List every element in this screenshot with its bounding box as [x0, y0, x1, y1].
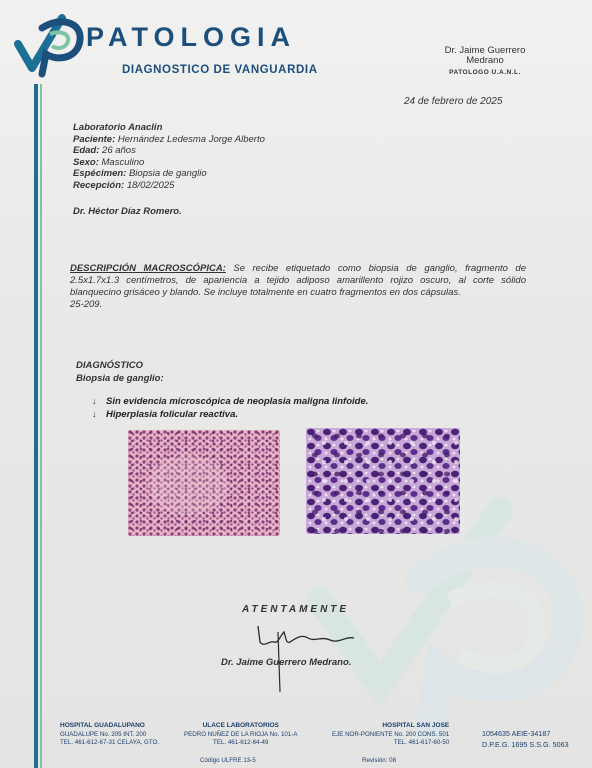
diagnosis-item-2: Hiperplasia folicular reactiva.: [106, 409, 239, 420]
arrow-down-bullet-icon: ↓: [92, 396, 97, 406]
footer-col1-address: GUADALUPE No. 205 INT. 200: [60, 730, 147, 738]
doctor-title: PATOLOGO U.A.N.L.: [449, 69, 521, 76]
age-row: [73, 145, 265, 157]
macro-label: DESCRIPCIÓN MACROSCÓPICA:: [70, 263, 226, 274]
brand-name: PATOLOGIA: [86, 22, 297, 52]
handwritten-signature: [240, 612, 370, 696]
brand-subtitle: DIAGNOSTICO DE VANGUARDIA: [122, 64, 318, 76]
footer-registration-line1: 1054635 AEIE-34187: [482, 729, 551, 738]
closing-text: ATENTAMENTE: [242, 604, 350, 615]
micrograph-low-power: [128, 430, 280, 536]
diagnosis-subtitle: Biopsia de ganglio:: [76, 373, 164, 384]
footer-col3-address: EJE NOR-PONIENTE No. 200 CONS. 501: [332, 730, 450, 738]
footer-col2-phone: TEL. 461-612-64-49: [213, 739, 269, 746]
footer-hospital-san-jose: [332, 722, 449, 748]
patient-row: [73, 134, 265, 146]
reception-value: 18/02/2025: [126, 179, 175, 191]
macro-text: Se recibe etiquetado como biopsia de ganglio, fragmento de 2.5x1.7x1.3 centímetros, de apariencia a tejido adiposo amarillento rojizo oscuro, al corte sólido blanquecino grisáceo y blando. Se incluye totalmente en cuatro fragmentos en dos cápsulas.: [70, 263, 526, 298]
sex-value: Masculino: [101, 156, 145, 168]
list-item: [92, 395, 368, 408]
footer-hospital-guadalupano: [60, 722, 159, 748]
doctor-header: [430, 46, 540, 78]
sex-label: Sexo:: [73, 156, 99, 168]
doctor-name-line2: Medrano: [466, 55, 504, 66]
patient-label: Paciente:: [73, 133, 116, 145]
footer-revision: Revisión: 08: [362, 757, 397, 764]
list-item: [92, 408, 368, 421]
arrow-down-bullet-icon: ↓: [92, 409, 97, 419]
age-label: Edad:: [73, 145, 100, 156]
sex-row: [73, 157, 265, 169]
footer-registration-line2: D.P.E.G. 1695 S.S.G. 5063: [482, 740, 569, 749]
micrograph-high-power: [306, 428, 460, 534]
doctor-name-line1: Dr. Jaime Guerrero: [444, 45, 526, 56]
footer-col2-address: PEDRO NUÑEZ DE LA RIOJA No. 101-A: [184, 730, 298, 738]
reception-row: [73, 180, 265, 192]
macro-code: 25-209.: [70, 299, 103, 310]
patient-info: [73, 122, 265, 191]
footer-registrations: [482, 728, 569, 750]
signer-name: Dr. Jaime Guerrero Medrano.: [221, 657, 352, 668]
footer-ulace-laboratorios: [184, 722, 297, 748]
patient-value: Hernández Ledesma Jorge Alberto: [117, 133, 265, 145]
footer-col3-phone: TEL. 461-617-60-50: [393, 739, 450, 746]
footer-col1-name: HOSPITAL GUADALUPANO: [60, 722, 145, 729]
footer-col1-phone: TEL. 461-612-67-31 CELAYA, GTO.: [60, 739, 160, 746]
specimen-row: [73, 168, 265, 180]
left-border-line-green: [40, 84, 42, 768]
footer-col3-name: HOSPITAL SAN JOSE: [382, 722, 450, 729]
footer-col2-name: ULACE LABORATORIOS: [202, 722, 279, 729]
age-value: 26 años: [102, 145, 136, 156]
report-date: 24 de febrero de 2025: [404, 96, 503, 107]
reception-label: Recepción:: [73, 179, 125, 191]
footer-code: Código ULFRE 13-5: [200, 757, 256, 764]
specimen-value: Biopsia de ganglio: [128, 168, 207, 179]
specimen-label: Espécimen:: [73, 168, 127, 179]
diagnosis-title: DIAGNÓSTICO: [76, 360, 144, 371]
laboratory-name: Laboratorio Anaclin: [73, 122, 163, 133]
left-border-line-blue: [34, 84, 38, 768]
diagnosis-item-1: Sin evidencia microscópica de neoplasia maligna linfoide.: [106, 396, 369, 407]
diagnosis-list: [92, 395, 368, 421]
referring-doctor: Dr. Héctor Díaz Romero.: [73, 206, 182, 217]
macroscopic-description: [70, 263, 526, 311]
check-p-logo-icon: [12, 8, 84, 78]
